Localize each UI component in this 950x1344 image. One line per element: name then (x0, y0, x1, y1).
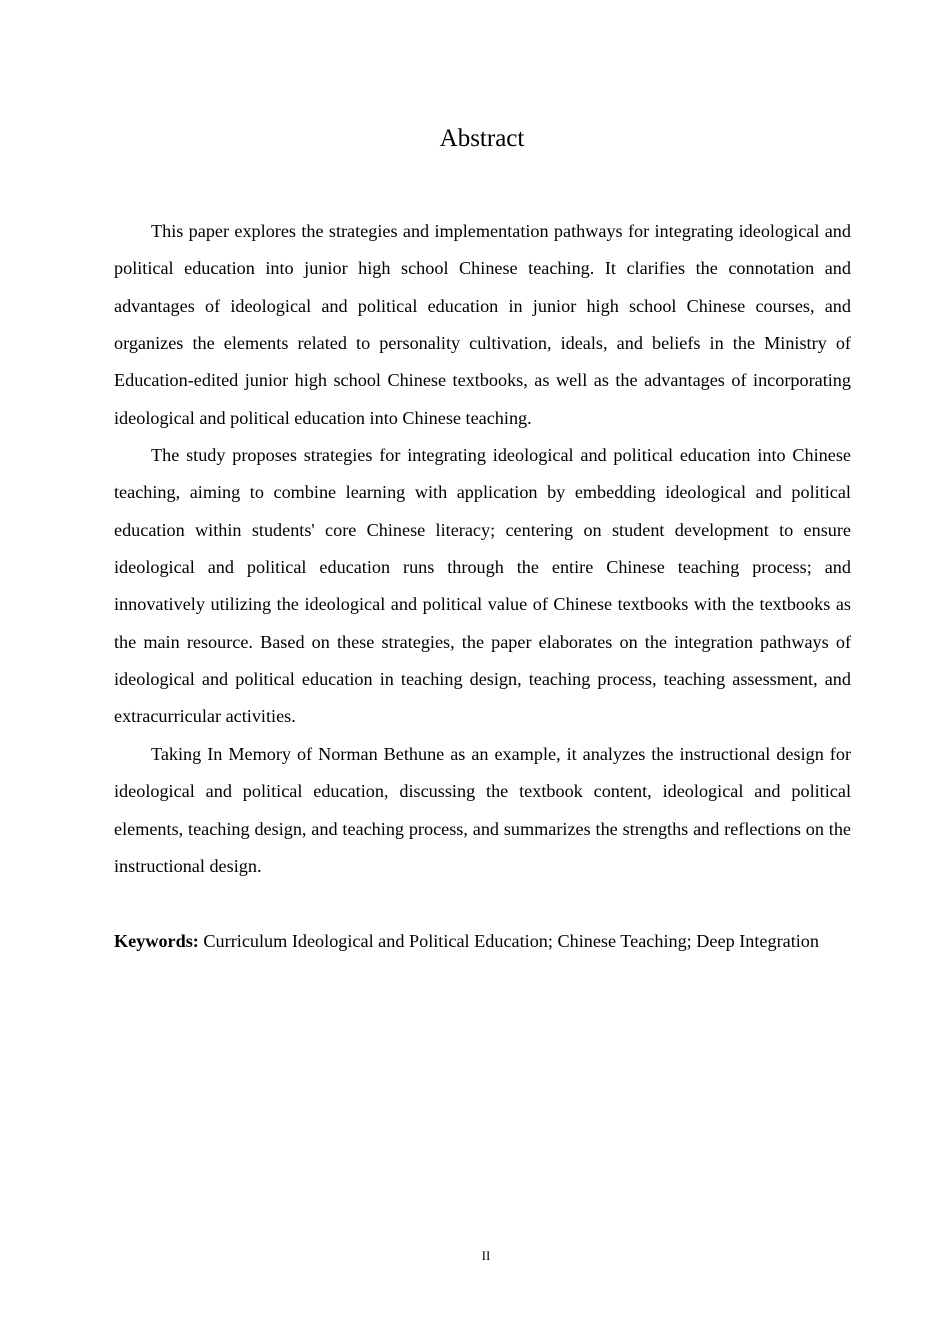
keywords-line (114, 923, 851, 960)
abstract-paragraph-3: Taking In Memory of Norman Bethune as an example, it analyzes the instructional design for ideological and political education, discussing the textbook content, ideological and political elements, teaching design, and teaching process, and summarizes the strengths and reflections on the instructional design. (114, 743, 851, 876)
abstract-body (114, 213, 851, 885)
page-number: II (481, 1248, 491, 1263)
abstract-paragraph-1: This paper explores the strategies and implementation pathways for integrating ideological and political education into junior high school Chinese teaching. It clarifies the connotation and advantages of ideological and political education in junior high school Chinese courses, and organizes the elements related to personality cultivation, ideals, and beliefs in the Ministry of Education-edited junior high school Chinese textbooks, as well as the advantages of incorporating ideological and political education into Chinese teaching. (114, 221, 851, 428)
abstract-paragraph-2: The study proposes strategies for integrating ideological and political education into Chinese teaching, aiming to combine learning with application by embedding ideological and political education within students' core Chinese literacy; centering on student development to ensure ideological and political education runs through the entire Chinese teaching process; and innovatively utilizing the ideological and political value of Chinese textbooks with the textbooks as the main resource. Based on these strategies, the paper elaborates on the integration pathways of ideological and political education in teaching design, teaching process, teaching assessment, and extracurricular activities. (114, 445, 851, 727)
page-title: Abstract (439, 125, 525, 152)
keywords-label: Keywords: (114, 931, 199, 951)
keywords-text: Curriculum Ideological and Political Education; Chinese Teaching; Deep Integration (198, 931, 819, 951)
